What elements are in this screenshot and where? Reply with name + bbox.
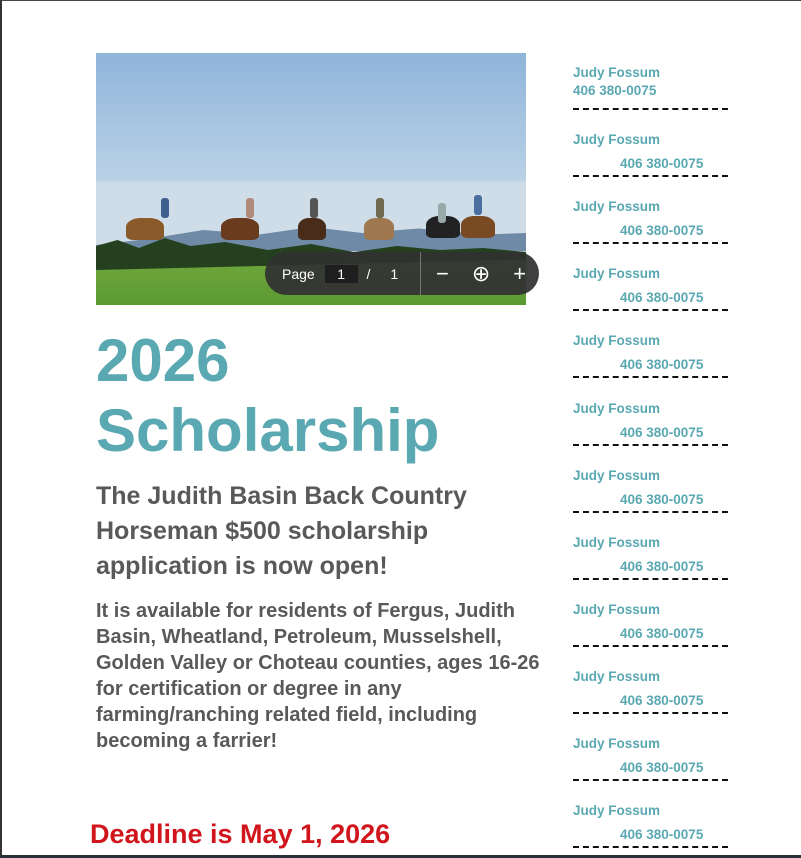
- pdf-toolbar: [265, 252, 539, 295]
- cut-line: [573, 444, 728, 446]
- rider: [161, 198, 169, 218]
- total-pages: 1: [390, 265, 399, 282]
- contact-phone: 406 380-0075: [620, 625, 704, 641]
- title-word: Scholarship: [96, 397, 440, 464]
- cut-line: [573, 779, 728, 781]
- page-title: [96, 326, 439, 466]
- contact-phone: 406 380-0075: [620, 156, 704, 172]
- contact-phone: 406 380-0075: [620, 290, 704, 306]
- contact-phone: 406 380-0075: [620, 491, 704, 507]
- deadline-text: Deadline is May 1, 2026: [90, 819, 391, 849]
- cut-line: [573, 846, 728, 848]
- fit-zoom-icon[interactable]: ⊕: [471, 260, 491, 286]
- title-year: 2026: [96, 327, 230, 394]
- contact-name: Judy Fossum: [573, 601, 661, 617]
- contact-name: Judy Fossum: [573, 534, 661, 550]
- horse: [298, 218, 326, 240]
- zoom-out-button[interactable]: −: [436, 260, 449, 286]
- cut-line: [573, 108, 728, 110]
- contact-name: Judy Fossum: [573, 467, 661, 483]
- contact-name: Judy Fossum: [573, 803, 661, 819]
- cut-line: [573, 712, 728, 714]
- contact-phone: 406 380-0075: [620, 223, 704, 239]
- contact-name: Judy Fossum: [573, 199, 661, 215]
- horse: [126, 218, 164, 240]
- horse: [364, 218, 394, 240]
- contact-phone: 406 380-0075: [620, 692, 704, 708]
- contact-name: Judy Fossum: [573, 266, 661, 282]
- contact-name: Judy Fossum: [573, 333, 661, 349]
- cut-line: [573, 511, 728, 513]
- page-separator: /: [366, 265, 371, 282]
- contact-name: Judy Fossum: [573, 400, 661, 416]
- cut-line: [573, 175, 728, 177]
- contact-phone: 406 380-0075: [620, 760, 704, 775]
- cut-line: [573, 242, 728, 244]
- rider: [438, 203, 446, 223]
- page-number-input[interactable]: 1: [325, 265, 358, 283]
- cut-line: [573, 645, 728, 647]
- cut-line: [573, 376, 728, 378]
- cut-line: [573, 578, 728, 580]
- horse: [221, 218, 259, 240]
- contact-name: Judy Fossum: [573, 736, 661, 751]
- horse: [461, 216, 495, 238]
- contact-phone: 406 380-0075: [620, 424, 704, 440]
- subtitle: The Judith Basin Back Country Horseman $500 scholarship application is now open!: [96, 482, 467, 580]
- contact-phone: 406 380-0075: [573, 83, 657, 98]
- contact-phone: 406 380-0075: [620, 357, 704, 373]
- contact-phone: 406 380-0075: [620, 827, 704, 843]
- zoom-in-button[interactable]: +: [513, 260, 527, 286]
- rider: [310, 198, 318, 218]
- contact-phone: 406 380-0075: [620, 558, 704, 574]
- contact-name: Judy Fossum: [573, 65, 661, 80]
- cut-line: [573, 309, 728, 311]
- toolbar-divider: [420, 252, 421, 295]
- contact-name: Judy Fossum: [573, 132, 661, 148]
- page-label: Page: [282, 265, 315, 282]
- rider: [376, 198, 384, 218]
- contact-name: Judy Fossum: [573, 668, 661, 684]
- eligibility-text: It is available for residents of Fergus, Judith Basin, Wheatland, Petroleum, Musselshell, Golden Valley or Choteau counties, ages 16-26 for certification or degree in any farming/ranching related field, including becoming a farrier!: [96, 600, 540, 752]
- rider: [474, 195, 482, 215]
- rider: [246, 198, 254, 218]
